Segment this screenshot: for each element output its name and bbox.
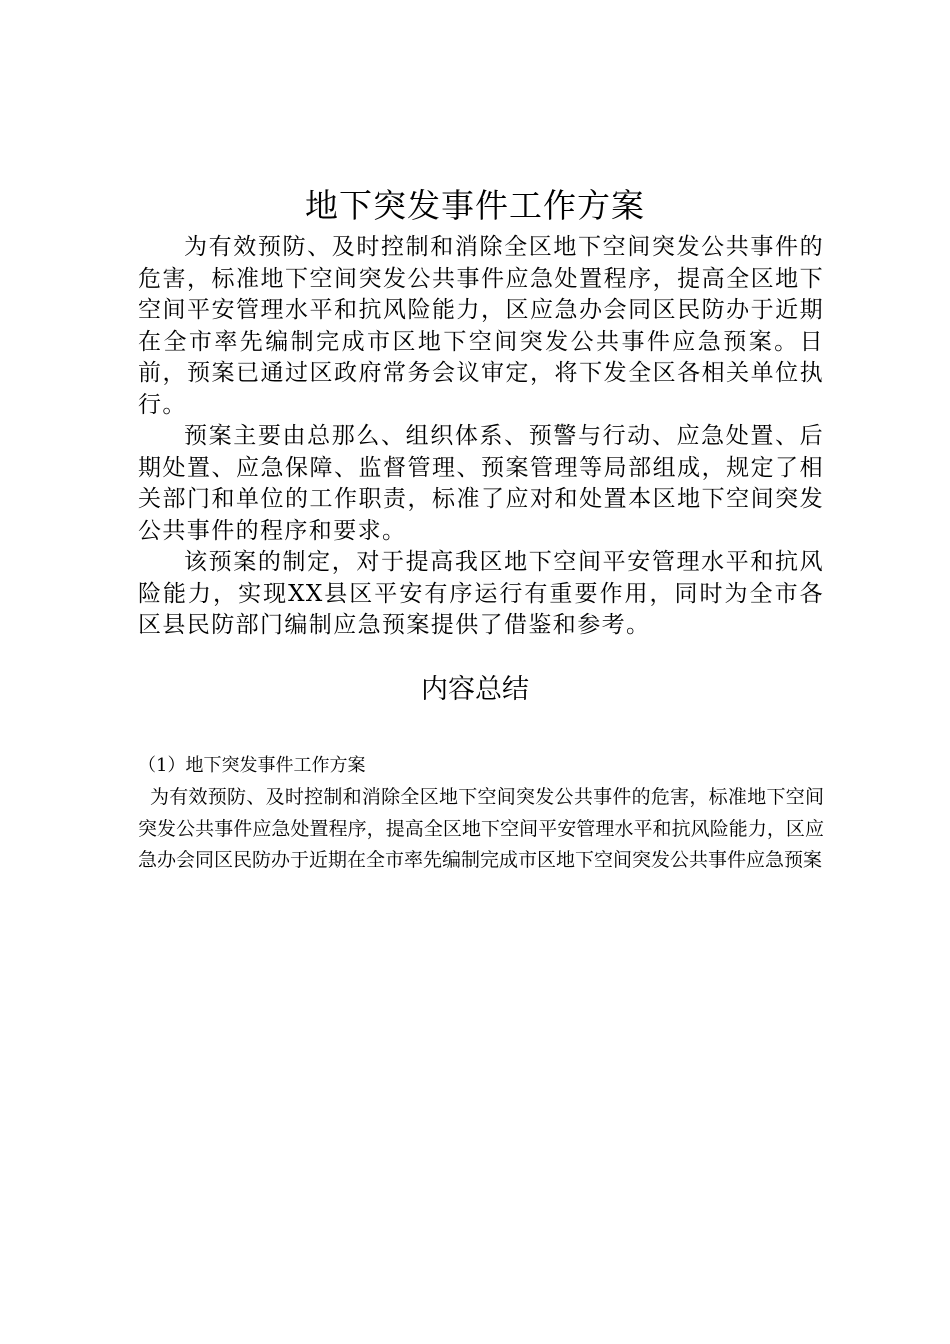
summary-section	[138, 750, 824, 877]
document-body	[138, 232, 824, 642]
summary-item-title: （1）地下突发事件工作方案	[138, 755, 366, 776]
body-paragraph-3: 该预案的制定，对于提高我区地下空间平安管理水平和抗风险能力，实现XX县区平安有序运行有重要作用，同时为全市各区县民防部门编制应急预案提供了借鉴和参考。	[138, 549, 824, 638]
body-paragraph-2: 预案主要由总那么、组织体系、预警与行动、应急处置、后期处置、应急保障、监督管理、预案管理等局部组成，规定了相关部门和单位的工作职责，标准了应对和处置本区地下空间突发公共事件的程序和要求。	[138, 423, 824, 544]
body-paragraph-1: 为有效预防、及时控制和消除全区地下空间突发公共事件的危害，标准地下空间突发公共事件应急处置程序，提高全区地下空间平安管理水平和抗风险能力，区应急办会同区民防办于近期在全市率先编制完成市区地下空间突发公共事件应急预案。日前，预案已通过区政府常务会议审定，将下发全区各相关单位执行。	[138, 234, 824, 418]
document-title: 地下突发事件工作方案	[305, 186, 645, 225]
summary-item-text: 为有效预防、及时控制和消除全区地下空间突发公共事件的危害，标准地下空间突发公共事件应急处置程序，提高全区地下空间平安管理水平和抗风险能力，区应急办会同区民防办于近期在全市率先编制完成市区地下空间突发公共事件应急预案	[138, 786, 824, 871]
summary-heading: 内容总结	[421, 674, 529, 705]
